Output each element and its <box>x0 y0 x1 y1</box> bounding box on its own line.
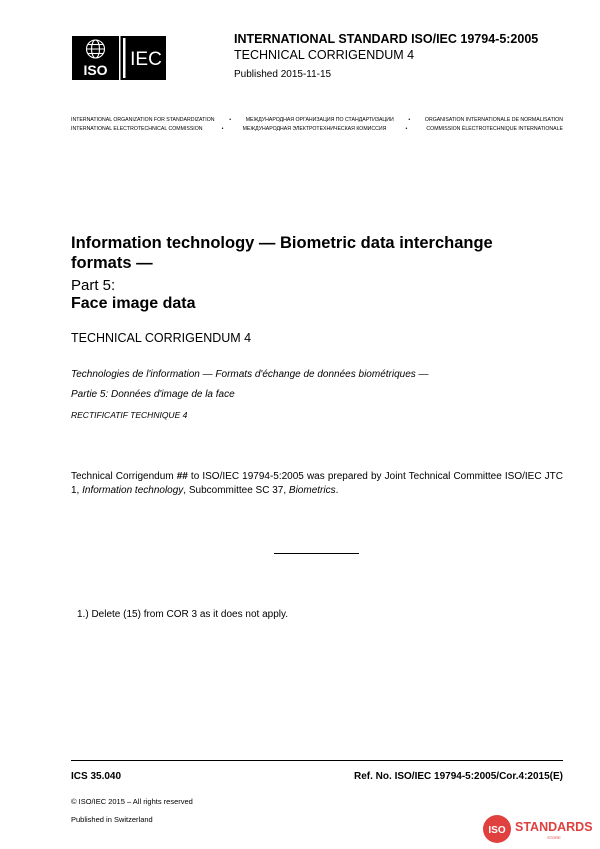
committee-topic: Information technology <box>82 485 184 496</box>
copyright-notice: © ISO/IEC 2015 – All rights reserved <box>71 797 193 806</box>
intro-text: . <box>335 485 339 496</box>
french-part-title: Partie 5: Données d'image de la face <box>71 389 235 400</box>
french-corrigendum: RECTIFICATIF TECHNIQUE 4 <box>71 410 188 420</box>
iso-iec-logo <box>72 36 166 80</box>
footer-divider <box>71 760 563 761</box>
ics-code: ICS 35.040 <box>71 771 122 782</box>
section-divider <box>274 553 359 554</box>
intro-text: , Subcommittee SC 37, <box>183 485 289 496</box>
part-number: Part 5: <box>71 277 116 294</box>
bullet-separator: • <box>405 126 408 132</box>
organizations-row-1 <box>71 117 563 123</box>
subcommittee-topic: Biometrics <box>288 485 336 496</box>
iso-logo-text: ISO <box>83 62 108 78</box>
org-iec-ru: МЕЖДУНАРОДНАЯ ЭЛЕКТРОТЕХНИЧЕСКАЯ КОМИССИЯ <box>242 126 387 132</box>
part-title: Face image data <box>71 295 196 312</box>
org-iso-fr: ORGANISATION INTERNATIONALE DE NORMALISATION <box>424 117 563 123</box>
iec-logo-text: IEC <box>130 49 162 70</box>
iso-standards-store-logo <box>482 814 594 844</box>
bullet-separator: • <box>221 126 224 132</box>
publication-date: Published 2015-11-15 <box>234 69 332 80</box>
reference-number: Ref. No. ISO/IEC 19794-5:2005/Cor.4:2015(E) <box>354 771 563 782</box>
store-iso-text: ISO <box>488 825 506 836</box>
org-iso-en: INTERNATIONAL ORGANIZATION FOR STANDARDIZATION <box>71 117 215 123</box>
corrigendum-label: TECHNICAL CORRIGENDUM 4 <box>234 48 415 62</box>
org-iec-fr: COMMISSION ÉLECTROTECHNIQUE INTERNATIONALE <box>426 126 563 132</box>
corrigendum-number: ## <box>176 471 188 482</box>
org-iso-ru: МЕЖДУНАРОДНАЯ ОРГАНИЗАЦИЯ ПО СТАНДАРТИЗАЦИИ <box>245 117 394 123</box>
bullet-separator: • <box>229 117 232 123</box>
intro-paragraph <box>71 470 563 498</box>
corrigendum-heading: TECHNICAL CORRIGENDUM 4 <box>71 331 252 345</box>
org-iec-en: INTERNATIONAL ELECTROTECHNICAL COMMISSION <box>71 126 203 132</box>
french-title: Technologies de l'information — Formats d'échange de données biométriques — <box>71 369 429 380</box>
published-location: Published in Switzerland <box>71 815 153 824</box>
organizations-row-2 <box>71 126 563 132</box>
intro-text: to ISO/IEC 19794-5:2005 was prepared by Joint Technical Committee ISO/IEC JTC 1, <box>71 471 564 496</box>
store-name-text: STANDARDS <box>515 820 593 834</box>
document-title: Information technology — Biometric data interchange formats — <box>71 234 493 272</box>
intro-text: Technical Corrigendum <box>71 471 177 482</box>
standard-title: INTERNATIONAL STANDARD ISO/IEC 19794-5:2005 <box>234 32 539 46</box>
store-sub-text: STORE <box>547 835 561 840</box>
bullet-separator: • <box>408 117 411 123</box>
correction-item: 1.) Delete (15) from COR 3 as it does not apply. <box>77 609 289 620</box>
